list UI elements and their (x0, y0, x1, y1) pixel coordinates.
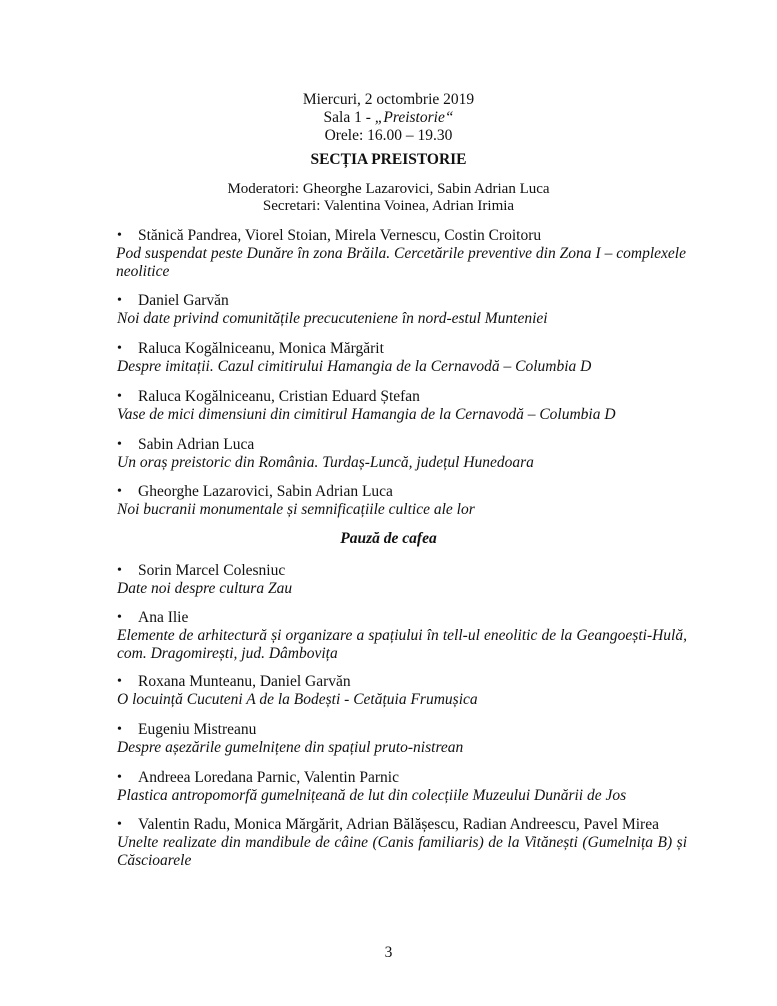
secretaries-line: Secretari: Valentina Voinea, Adrian Irimia (262, 198, 515, 214)
entry-authors-row (117, 483, 687, 501)
entry-authors-row (117, 340, 687, 358)
entry-authors-row (117, 816, 687, 834)
presentation-entry (117, 292, 687, 328)
bullet-icon: • (117, 674, 122, 689)
presentation-entry (117, 388, 687, 424)
entry-authors: Andreea Loredana Parnic, Valentin Parnic (138, 769, 399, 786)
presentation-entry (117, 562, 687, 598)
presentation-entry (117, 673, 687, 709)
presentation-title-block (117, 627, 687, 663)
session-hours: Orele: 16.00 – 19.30 (324, 127, 453, 144)
entry-title: Despre așezările gumelnițene din spațiul pruto-nistrean (117, 739, 464, 756)
moderators-line: Moderatori: Gheorghe Lazarovici, Sabin Adrian Luca (227, 181, 550, 197)
entry-authors-row (117, 769, 687, 787)
section-title: SECȚIA PREISTORIE (310, 151, 467, 168)
entry-title: Elemente de arhitectură și organizare a spațiului în tell-ul eneolitic de la Geangoești-Hulă, com. Dragomirești, jud. Dâmbovița (117, 627, 687, 662)
entry-title: Date noi despre cultura Zau (117, 580, 293, 597)
presentation-entry (117, 483, 687, 519)
entry-authors-row (117, 227, 687, 245)
presentation-entry (117, 227, 687, 245)
entry-authors: Sabin Adrian Luca (138, 436, 255, 453)
entry-authors: Sorin Marcel Colesniuc (138, 562, 286, 579)
bullet-icon: • (117, 389, 122, 404)
entry-authors: Valentin Radu, Monica Mărgărit, Adrian Bălășescu, Radian Andreescu, Pavel Mirea (138, 816, 659, 833)
entry-authors-row (117, 721, 687, 739)
entry-authors: Ana Ilie (138, 609, 189, 626)
presentation-entry (117, 721, 687, 757)
bullet-icon: • (117, 484, 122, 499)
entry-authors-row (117, 436, 687, 454)
bullet-icon: • (117, 437, 122, 452)
presentation-entry (117, 769, 687, 805)
entry-authors-row (117, 292, 687, 310)
entry-title: Un oraș preistoric din România. Turdaș-Luncă, județul Hunedoara (117, 454, 534, 471)
room-prefix: Sala 1 - (323, 109, 375, 126)
bullet-icon: • (117, 341, 122, 356)
entry-authors-row (117, 673, 687, 691)
entry-authors: Eugeniu Mistreanu (138, 721, 257, 738)
bullet-icon: • (117, 610, 122, 625)
entry-title: O locuință Cucuteni A de la Bodești - Cetățuia Frumușica (117, 691, 478, 708)
session-staff (0, 181, 777, 215)
entry-title: Pod suspendat peste Dunăre în zona Brăila. Cercetările preventive din Zona I – complexele neolitice (116, 245, 686, 280)
entry-title: Noi date privind comunitățile precucuteniene în nord-estul Munteniei (117, 310, 548, 327)
presentation-title-block (117, 245, 687, 281)
entry-authors-row (117, 388, 687, 406)
session-date: Miercuri, 2 octombrie 2019 (302, 91, 475, 108)
entry-authors: Daniel Garvăn (138, 292, 229, 309)
bullet-icon: • (117, 817, 122, 832)
coffee-break-title: Pauză de cafea (340, 530, 437, 547)
entry-authors: Gheorghe Lazarovici, Sabin Adrian Luca (138, 483, 393, 500)
entry-authors-row (117, 562, 687, 580)
entry-title: Plastica antropomorfă gumelnițeană de lut din colecțiile Muzeului Dunării de Jos (117, 787, 627, 804)
entry-authors: Stănică Pandrea, Viorel Stoian, Mirela Vernescu, Costin Croitoru (138, 227, 542, 244)
entry-title: Vase de mici dimensiuni din cimitirul Hamangia de la Cernavodă – Columbia D (117, 406, 616, 423)
presentation-entry (117, 340, 687, 376)
entry-title: Unelte realizate din mandibule de câine (Canis familiaris) de la Vitănești (Gumelnița B) și Căscioarele (117, 834, 687, 869)
entry-authors: Raluca Kogălniceanu, Monica Mărgărit (138, 340, 384, 357)
entry-title: Noi bucranii monumentale și semnificațiile cultice ale lor (117, 501, 475, 518)
bullet-icon: • (117, 722, 122, 737)
session-header (0, 91, 777, 145)
room-name: „Preistorie“ (374, 109, 454, 126)
entry-authors: Raluca Kogălniceanu, Cristian Eduard Ștefan (138, 388, 420, 405)
bullet-icon: • (117, 563, 122, 578)
entry-authors: Roxana Munteanu, Daniel Garvăn (138, 673, 351, 690)
page-number: 3 (384, 944, 393, 961)
bullet-icon: • (117, 228, 122, 243)
bullet-icon: • (117, 770, 122, 785)
bullet-icon: • (117, 293, 122, 308)
session-room (0, 109, 777, 127)
presentation-entry (117, 609, 687, 627)
presentation-title-block (117, 834, 687, 870)
presentation-entry (117, 436, 687, 472)
entry-title: Despre imitații. Cazul cimitirului Hamangia de la Cernavodă – Columbia D (117, 358, 592, 375)
presentation-entry (117, 816, 687, 834)
entry-authors-row (117, 609, 687, 627)
